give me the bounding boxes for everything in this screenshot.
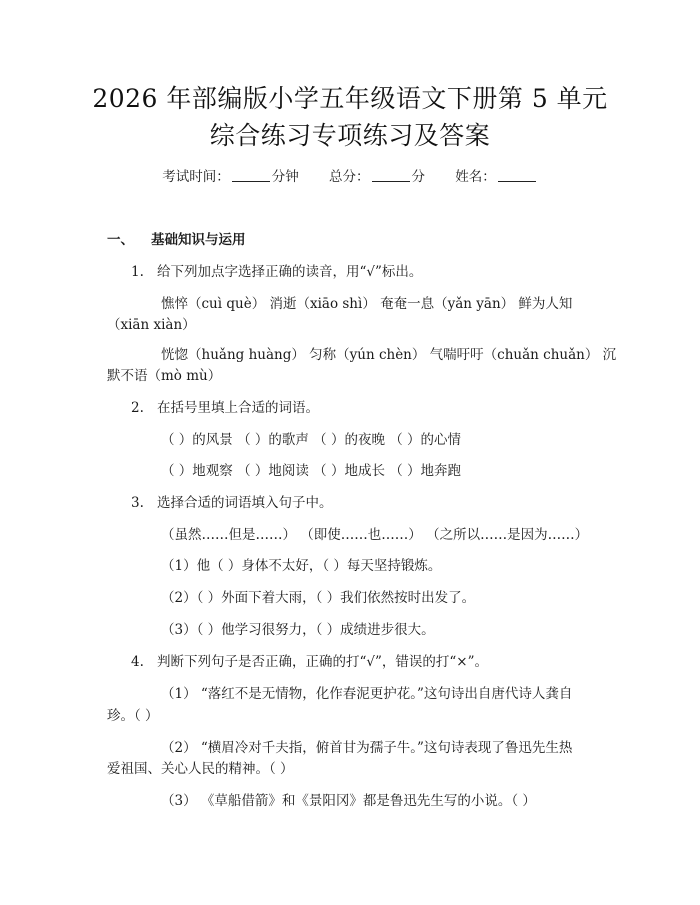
name-field [455, 169, 538, 185]
score-blank [372, 169, 410, 182]
q4-judgement-3: （3） 《草船借箭》和《景阳冈》都是鲁迅先生写的小说。（ ） [161, 793, 536, 809]
score-unit: 分 [411, 169, 425, 185]
section-title: 基础知识与运用 [151, 232, 246, 248]
question-1-prompt: 给下列加点字选择正确的读音，用“√”标出。 [157, 264, 423, 280]
q2-row-1: （ ）的风景 （ ）的歌声 （ ）的夜晚 （ ）的心情 [161, 432, 462, 448]
q1-pinyin-line2-wrap: 默不语（mò mù） [107, 368, 222, 384]
question-3-prompt: 选择合适的词语填入句子中。 [157, 495, 333, 511]
question-3 [131, 492, 333, 514]
exam-time-label: 考试时间： [162, 169, 230, 185]
q1-pinyin-line1: 憔悴（cuì què） 消逝（xiāo shì） 奄奄一息（yǎn yān） 鲜为人知 [161, 296, 573, 312]
question-2-prompt: 在括号里填上合适的词语。 [157, 400, 319, 416]
question-2-number: 2. [131, 400, 144, 416]
q3-sentence-1: （1）他（ ）身体不太好，（ ）每天坚持锻炼。 [161, 558, 442, 574]
question-4-number: 4. [131, 654, 144, 670]
exam-time-blank [232, 169, 270, 182]
document-title-line2: 综合练习专项练习及答案 [209, 121, 491, 150]
name-blank [498, 169, 536, 182]
score-label: 总分： [329, 169, 370, 185]
exam-time-unit: 分钟 [271, 169, 299, 185]
q3-sentence-3: （3）（ ）他学习很努力，（ ）成绩进步很大。 [161, 622, 435, 638]
question-3-number: 3. [131, 495, 144, 511]
q1-pinyin-line1-wrap: （xiān xiàn） [107, 317, 196, 333]
q3-options: （虽然……但是……） （即使……也……） （之所以……是因为……） [161, 527, 589, 543]
score-field [329, 169, 425, 185]
section-heading [107, 229, 246, 251]
question-4 [131, 651, 488, 673]
q3-sentence-2: （2）（ ）外面下着大雨，（ ）我们依然按时出发了。 [161, 590, 476, 606]
question-1 [131, 261, 422, 283]
q1-pinyin-line2: 恍惚（huǎng huàng） 匀称（yún chèn） 气喘吁吁（chuǎn chuǎn） 沉 [161, 347, 617, 363]
exam-time-field [162, 169, 299, 185]
question-4-prompt: 判断下列句子是否正确，正确的打“√”，错误的打“×”。 [157, 654, 489, 670]
document-title-line1: 2026 年部编版小学五年级语文下册第 5 单元 [92, 84, 608, 113]
name-label: 姓名： [455, 169, 496, 185]
q4-judgement-2: （2） “横眉冷对千夫指，俯首甘为孺子牛。”这句诗表现了鲁迅先生热 [161, 740, 573, 756]
q4-judgement-2-wrap: 爱祖国、关心人民的精神。（ ） [107, 761, 294, 777]
q2-row-2: （ ）地观察 （ ）地阅读 （ ）地成长 （ ）地奔跑 [161, 463, 462, 479]
q4-judgement-1-wrap: 珍。（ ） [107, 708, 159, 724]
section-number: 一、 [107, 232, 134, 248]
exam-info [0, 166, 700, 188]
question-1-number: 1. [131, 264, 144, 280]
q4-judgement-1: （1） “落红不是无情物，化作春泥更护花。”这句诗出自唐代诗人龚自 [161, 686, 573, 702]
question-2 [131, 397, 319, 419]
